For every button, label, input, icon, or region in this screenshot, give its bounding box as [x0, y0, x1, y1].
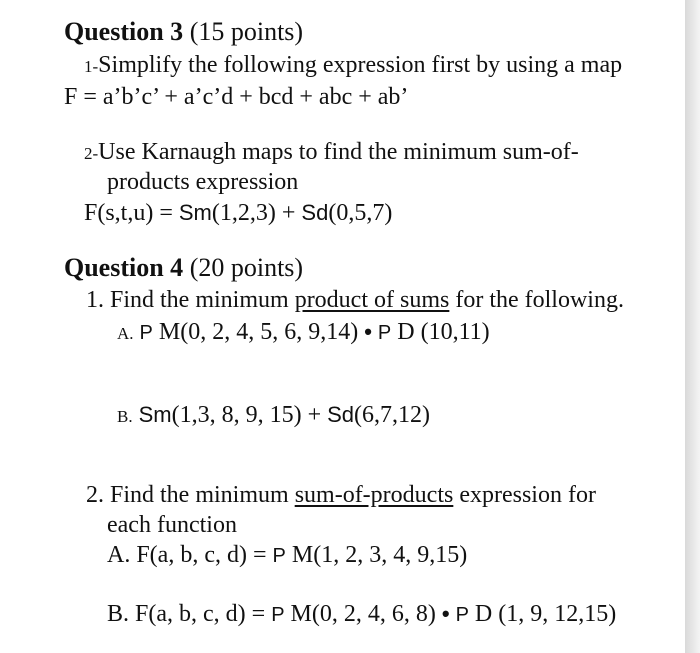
q4-item1-post: for the following.	[449, 287, 624, 313]
q3-item2-expression	[84, 199, 392, 227]
q4-item2-b-m-args: M(0, 2, 4, 6, 8)	[284, 601, 436, 627]
q4-heading	[64, 254, 303, 282]
q4-item2-a	[107, 541, 467, 570]
q4-item2-b-product-symbol-2: P	[455, 604, 469, 626]
q3-item2	[84, 138, 579, 168]
q4-item2-a-product-symbol: P	[272, 545, 286, 567]
q3-heading	[64, 18, 303, 46]
q4-item1-a-product-symbol-1: P	[139, 322, 153, 344]
q4-item1-b-sm-symbol: Sm	[138, 402, 172, 427]
q4-item2-post: expression for	[453, 482, 596, 508]
q4-item2-a-prefix: A. F(a, b, c, d) =	[107, 542, 273, 568]
q4-item2-line2: each function	[107, 512, 237, 538]
q4-item1-underlined: product of sums	[294, 287, 450, 313]
q3-item2-expr-prefix: F(s,t,u) =	[84, 200, 179, 226]
q4-item2-b-dot: •	[441, 601, 450, 626]
q4-item1-b	[117, 401, 430, 431]
q4-item2-underlined: sum-of-products	[294, 482, 454, 508]
q3-item1-number: 1-	[84, 57, 99, 76]
q4-item1-pre: Find the minimum	[110, 287, 295, 313]
q3-sm-symbol: Sm	[178, 200, 212, 225]
q4-item1-a-d-args: D (10,11)	[391, 319, 490, 345]
q4-item2-pre: Find the minimum	[110, 482, 295, 508]
q3-item2-number: 2-	[84, 144, 99, 163]
q3-points: (15 points)	[189, 17, 304, 46]
q4-item2-b-prefix: B. F(a, b, c, d) =	[107, 601, 272, 627]
q4-item2-b-d-args: D (1, 9, 12,15)	[468, 601, 617, 627]
q3-item1-text: Simplify the following expression first by using a map	[98, 52, 623, 78]
q4-item1-a	[117, 318, 490, 348]
q4-item1-b-label: B.	[117, 407, 133, 426]
q4-item1-a-m-args: M(0, 2, 4, 5, 6, 9,14)	[152, 319, 359, 345]
q3-item2-line2: products expression	[107, 169, 299, 195]
page-edge-shadow	[685, 0, 700, 653]
q3-item2-line1: Use Karnaugh maps to find the minimum sum-of-	[98, 139, 579, 165]
q4-item1-a-dot: •	[364, 319, 372, 344]
q4-item1-b-sd-args: (6,7,12)	[354, 402, 431, 428]
q4-item2-a-args: M(1, 2, 3, 4, 9,15)	[285, 542, 468, 568]
q4-item1-b-sd-symbol: Sd	[327, 402, 355, 427]
q3-sd-args: (0,5,7)	[328, 200, 393, 226]
q4-points: (20 points)	[189, 253, 304, 282]
q3-sm-args: (1,2,3) +	[211, 200, 302, 226]
q4-item1-a-label: A.	[117, 324, 134, 343]
q4-title: Question 4	[64, 253, 184, 282]
q4-item2-b-product-symbol-1: P	[271, 604, 285, 626]
q3-title: Question 3	[64, 17, 184, 46]
q4-item2-b	[107, 600, 616, 629]
q4-item1-number: 1.	[86, 287, 104, 313]
q4-item2-number: 2.	[86, 482, 104, 508]
q3-item1	[84, 51, 622, 81]
q4-item1-b-sm-args: (1,3, 8, 9, 15) +	[171, 402, 328, 428]
q4-item1	[86, 286, 624, 314]
q3-sd-symbol: Sd	[301, 200, 329, 225]
q4-item2	[86, 481, 596, 509]
q4-item1-a-product-symbol-2: P	[377, 322, 392, 344]
q3-item1-expression: F = a’b’c’ + a’c’d + bcd + abc + ab’	[64, 84, 409, 110]
